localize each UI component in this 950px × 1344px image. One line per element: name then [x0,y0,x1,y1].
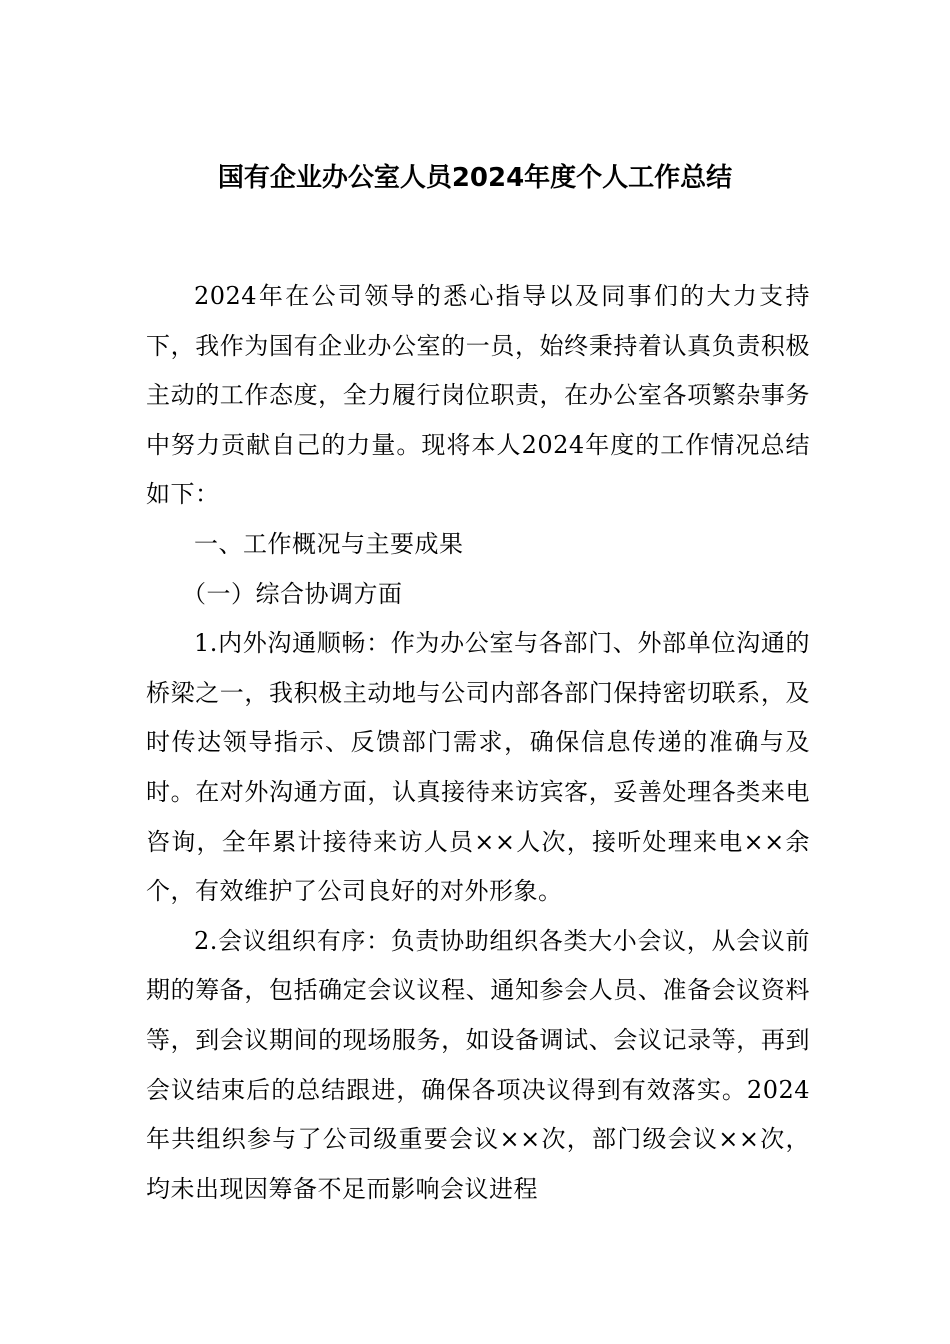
body-paragraph-communication: 1.内外沟通顺畅：作为办公室与各部门、外部单位沟通的桥梁之一，我积极主动地与公司内部各部门保持密切联系，及时传达领导指示、反馈部门需求，确保信息传递的准确与及时。在对外沟通方面，认真接待来访宾客，妥善处理各类来电咨询，全年累计接待来访人员××人次，接听处理来电××余个，有效维护了公司良好的对外形象。 [146,629,810,906]
document-body [146,272,810,1214]
intro-paragraph: 2024年在公司领导的悉心指导以及同事们的大力支持下，我作为国有企业办公室的一员，始终秉持着认真负责积极主动的工作态度，全力履行岗位职责，在办公室各项繁杂事务中努力贡献自己的力量。现将本人2024年度的工作情况总结如下： [146,282,810,509]
section-heading: 一、工作概况与主要成果 [194,529,464,558]
subsection-heading: （一）综合协调方面 [182,579,403,608]
body-paragraph-meetings: 2.会议组织有序：负责协助组织各类大小会议，从会议前期的筹备，包括确定会议议程、通知参会人员、准备会议资料等，到会议期间的现场服务，如设备调试、会议记录等，再到会议结束后的总结跟进，确保各项决议得到有效落实。2024年共组织参与了公司级重要会议××次，部门级会议××次，均未出现因筹备不足而影响会议进程 [146,926,810,1203]
document-title: 国有企业办公室人员2024年度个人工作总结 [217,163,733,193]
